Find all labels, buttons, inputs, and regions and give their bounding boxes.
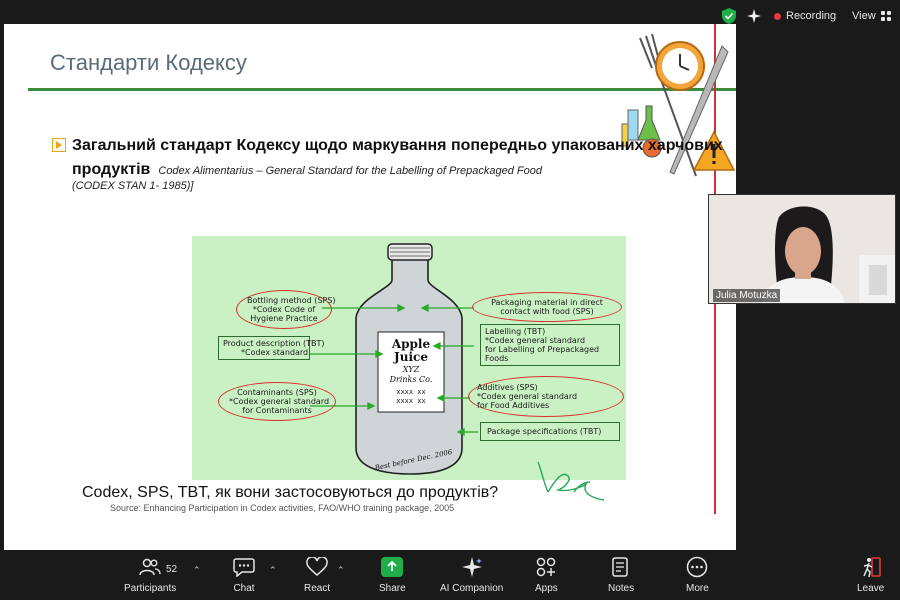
box-additives <box>468 376 624 417</box>
bullet-main: Загальний стандарт Кодексу щодо маркування попередньо упакованих харчових продуктів <box>72 137 723 178</box>
bottling-line-2: *Codex Code of <box>252 305 316 314</box>
slide-source: Source: Enhancing Participation in Codex activities, FAO/WHO training package, 2005 <box>110 503 455 513</box>
labelling-line-4: Foods <box>485 354 509 363</box>
specs-line-1: Package specifications (TBT) <box>487 427 602 436</box>
bottle-code-2: xxxx xx <box>396 397 426 405</box>
bullet-marker-icon <box>52 138 66 152</box>
more-label: More <box>686 583 709 594</box>
participants-button[interactable] <box>124 556 176 594</box>
contaminants-line-1: Contaminants (SPS) <box>237 388 317 397</box>
labelling-line-1: Labelling (TBT) <box>485 327 546 336</box>
chat-icon <box>233 556 255 578</box>
share-icon <box>381 556 403 578</box>
leave-icon <box>860 556 882 578</box>
ai-sparkle-icon[interactable] <box>746 8 762 24</box>
view-label: View <box>852 10 876 22</box>
bottle-code-1: xxxx xx <box>396 388 426 396</box>
additives-line-1: Additives (SPS) <box>477 383 538 392</box>
annotation-scribble-icon <box>534 458 610 504</box>
participant-video-tile[interactable] <box>708 194 896 304</box>
box-labelling <box>480 324 620 366</box>
share-label: Share <box>379 583 406 594</box>
chat-label: Chat <box>233 583 255 594</box>
leave-button[interactable] <box>857 556 884 594</box>
bullet-main-text <box>72 134 732 183</box>
share-button[interactable] <box>379 556 406 594</box>
apps-icon <box>535 556 557 578</box>
view-button[interactable] <box>852 10 891 22</box>
notes-label: Notes <box>608 583 635 594</box>
box-packaging-material <box>472 292 622 322</box>
ai-companion-label: AI Companion <box>440 583 504 594</box>
more-icon <box>686 556 708 578</box>
apps-button[interactable] <box>535 556 558 594</box>
bottle-label-company: Drinks Co. <box>389 375 433 384</box>
react-button[interactable] <box>304 556 330 594</box>
recording-indicator[interactable] <box>774 10 836 22</box>
react-caret-icon[interactable]: ⌃ <box>337 565 345 575</box>
recording-dot-icon <box>774 13 781 20</box>
product-line-2: *Codex standard <box>241 348 309 357</box>
slide-question: Codex, SPS, TBT, як вони застосовуються до продуктів? <box>82 484 499 501</box>
packaging-line-2: contact with food (SPS) <box>500 307 594 316</box>
chat-button[interactable] <box>233 556 255 594</box>
react-label: React <box>304 583 331 594</box>
shared-screen-slide <box>4 24 736 550</box>
bottling-line-3: Hygiene Practice <box>250 314 318 323</box>
participant-name: Julia Motuzka <box>713 289 780 302</box>
slide-title: Стандарти Кодексу <box>50 50 247 75</box>
box-package-specifications <box>480 422 620 441</box>
contaminants-line-3: for Contaminants <box>242 406 312 415</box>
grid-icon <box>881 11 891 21</box>
box-contaminants <box>218 382 336 421</box>
apps-label: Apps <box>535 583 558 594</box>
product-line-1: Product description (TBT) <box>223 339 325 348</box>
recording-label: Recording <box>786 10 837 22</box>
codex-bottle-diagram <box>192 236 626 480</box>
participants-count: 52 <box>166 564 178 575</box>
box-product-description <box>218 336 325 360</box>
participants-icon <box>139 556 161 578</box>
box-bottling-method <box>236 290 336 329</box>
additives-line-2: *Codex general standard <box>477 392 578 401</box>
heart-icon <box>306 556 328 578</box>
additives-line-3: for Food Additives <box>477 401 550 410</box>
bottle-label-apple: Apple <box>391 337 431 351</box>
participants-label: Participants <box>124 583 177 594</box>
top-bar <box>0 0 900 24</box>
leave-label: Leave <box>857 583 885 594</box>
ai-companion-button[interactable] <box>440 556 503 594</box>
security-shield-icon[interactable] <box>722 8 736 24</box>
notes-button[interactable] <box>608 556 634 594</box>
notes-icon <box>610 556 632 578</box>
packaging-line-1: Packaging material in direct <box>491 298 603 307</box>
contaminants-line-2: *Codex general standard <box>229 397 330 406</box>
bottle-best-before: Best before Dec. 2006 <box>374 447 454 473</box>
participant-video-frame <box>709 195 896 304</box>
labelling-line-3: for Labelling of Prepackaged <box>485 345 600 354</box>
bottle-label-xyz: XYZ <box>402 365 420 374</box>
labelling-line-2: *Codex general standard <box>485 336 586 345</box>
chat-caret-icon[interactable]: ⌃ <box>269 565 277 575</box>
more-button[interactable] <box>686 556 709 594</box>
bottle-label-juice: Juice <box>394 350 428 364</box>
ai-companion-icon <box>461 556 483 578</box>
bullet-sub: Codex Alimentarius – General Standard for the Labelling of Prepackaged Food <box>158 165 542 177</box>
bottling-line-1: Bottling method (SPS) <box>247 296 336 305</box>
meeting-toolbar <box>0 550 900 600</box>
participants-caret-icon[interactable]: ⌃ <box>193 565 201 575</box>
bullet-reference: (CODEX STAN 1- 1985)] <box>72 180 194 192</box>
